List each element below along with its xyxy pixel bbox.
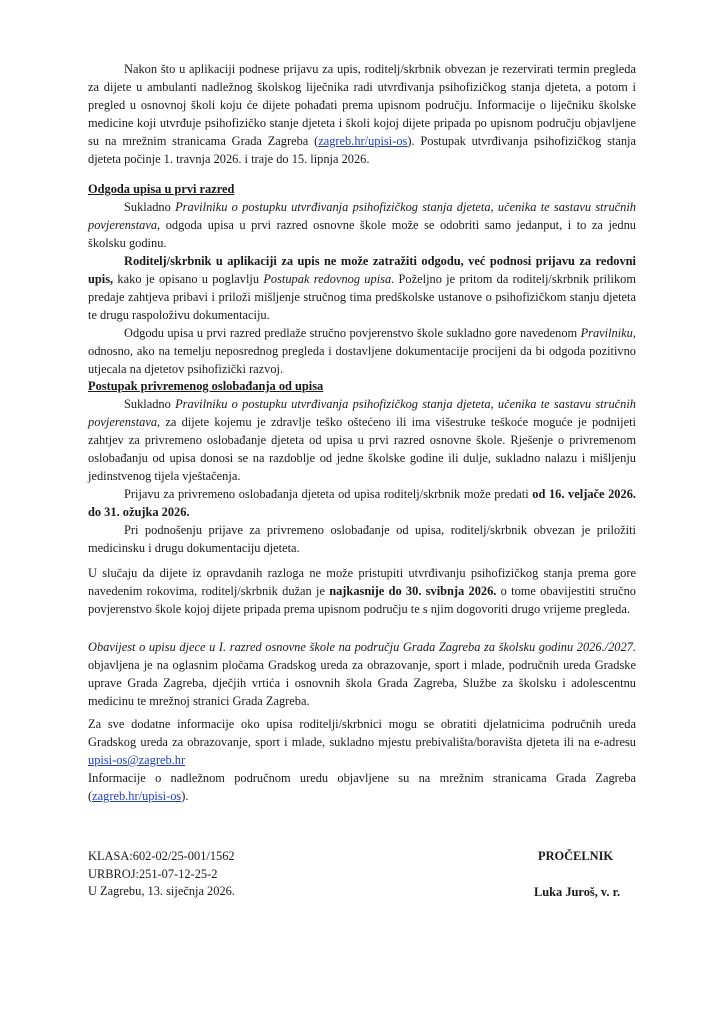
- oslobadanje-paragraph-1: [88, 395, 636, 485]
- odgoda-section: [88, 180, 636, 378]
- slucaj-paragraph: [88, 564, 636, 618]
- pravilnik-title: Pravilniku o postupku utvrđivanja psihofizičkog stanja djeteta, učenika te sastavu stručnih povjerenstava,: [88, 200, 636, 232]
- dodatno-paragraph: [88, 715, 636, 805]
- deadline-dates: od 16. veljače 2026. do 31. ožujka 2026.: [88, 487, 636, 519]
- text-run: objavljena je na oglasnim pločama Gradskog ureda za obrazovanje, sport i mlade, područnih ureda Gradske uprave Grada Zagreba, dječjih vrtića i osnovnih škola Grada Zagreba, Službe za školsku i adolescentnu medicinu te mrežnoj stranici Grada Zagreba.: [88, 658, 636, 708]
- urbroj-line: URBROJ:251-07-12-25-2: [88, 866, 218, 881]
- pravilnik-title: Pravilniku o postupku utvrđivanja psihofizičkog stanja djeteta, učenika te sastavu stručnih povjerenstava: [88, 397, 636, 429]
- oslobadanje-heading: Postupak privremenog oslobađanja od upisa: [88, 379, 324, 393]
- text-run: Odgodu upisa u prvi razred predlaže stručno povjerenstvo škole sukladno gore navedenom: [124, 326, 581, 340]
- document-reference-block: [88, 848, 388, 901]
- upisi-os-link[interactable]: zagreb.hr/upisi-os: [318, 134, 408, 148]
- text-run: o tome obavijestiti stručno povjerenstvo škole kojoj dijete pripada prema upisnom području te s njim dogovoriti drugo vrijeme pregleda.: [88, 584, 636, 616]
- bold-notice: Roditelj/skrbnik u aplikaciji za upis ne može zatražiti odgodu, već podnosi prijavu za redovni upis,: [88, 254, 636, 286]
- intro-paragraph: [88, 60, 636, 168]
- notice-title: Obavijest o upisu djece u I. razred osnovne škole na području Grada Zagreba za školsku godinu 2026./2027.: [88, 640, 636, 654]
- text-run: ).: [181, 789, 189, 803]
- odgoda-paragraph-3: [88, 324, 636, 378]
- text-run: Informacije o nadležnom područnom uredu objavljene su na mrežnim stranicama Grada Zagreba (: [88, 771, 636, 803]
- text-run: Sukladno: [124, 397, 176, 411]
- slucaj-text: [88, 564, 636, 618]
- text-run: , za dijete kojemu je zdravlje teško oštećeno ili ima višestruke teškoće moguće je podnijeti zahtjev za privremeno oslobađanje djeteta od upisa u prvi razred osnovne škole. Rješenje o privremenom oslobađanju od upisa donosi se na razdoblje od jedne školske godine ili dulje, sukladno nalazu i mišljenju jedinstvenog tijela vještačenja.: [88, 415, 636, 483]
- odgoda-paragraph-2: [88, 252, 636, 324]
- signatory-name: Luka Juroš, v. r.: [534, 884, 621, 899]
- oslobadanje-section: [88, 377, 636, 557]
- obavijest-paragraph: [88, 638, 636, 710]
- oslobadanje-paragraph-3: Pri podnošenju prijave za privremeno oslobađanje od upisa, roditelj/skrbnik obvezan je priložiti medicinsku i drugu dokumentaciju djeteta.: [88, 523, 636, 555]
- text-run: Prijavu za privremeno oslobađanja djeteta od upisa roditelj/skrbnik može predati: [124, 487, 533, 501]
- text-run: kako je opisano u poglavlju: [113, 272, 264, 286]
- intro-text: [88, 60, 636, 168]
- text-run: U slučaju da dijete iz opravdanih razloga ne može pristupiti utvrđivanju psihofizičkog stanja prema gore navedenim rokovima, roditelj/skrbnik dužan je: [88, 566, 636, 598]
- signatory-title: PROČELNIK: [538, 849, 614, 863]
- klasa-line: KLASA:602-02/25-001/1562: [88, 849, 235, 863]
- deadline-date: najkasnije do 30. svibnja 2026.: [329, 584, 497, 598]
- chapter-reference: Postupak redovnog upisa: [263, 272, 392, 286]
- obavijest-text: [88, 638, 636, 710]
- text-run: Za sve dodatne informacije oko upisa roditelji/skrbnici mogu se obratiti djelatnicima područnih ureda Gradskog ureda za obrazovanje, sport i mlade, sukladno mjestu prebivališta/boravišta djeteta ili na e-adresu: [88, 717, 636, 749]
- email-link[interactable]: upisi-os@zagreb.hr: [88, 753, 186, 767]
- text-run: , odnosno, ako na temelju neposrednog pregleda i dostavljene dokumentacije procijeni da bi odgoda pozitivno utjecala na djetetov psihofizički razvoj.: [88, 326, 636, 376]
- text-run: odgoda upisa u prvi razred osnovne škole može se odobriti samo jedanput, i to za jednu školsku godinu.: [88, 218, 636, 250]
- dodatno-text: [88, 715, 636, 769]
- odgoda-heading: Odgoda upisa u prvi razred: [88, 182, 235, 196]
- intro-text-part: Nakon što u aplikaciji podnese prijavu za upis, roditelj/skrbnik obvezan je rezervirati termin pregleda za dijete u ambulanti nadležnog školskog liječnika radi utvrđivanja psihofizičkog stanja djeteta, a potom i pregled u osnovnoj školi koju će dijete pohađati prema upisnom području. Informacije o liječniku školske medicine koji utvrđuje psihofizičko stanje djeteta i školi kojoj dijete pripada po upisnom području objavljene su na mrežnim stranicama Grada Zagreba (: [88, 62, 636, 148]
- dodatno-text-2: [88, 769, 636, 805]
- odgoda-paragraph-1: [88, 198, 636, 252]
- oslobadanje-paragraph-2: [88, 485, 636, 521]
- signature-block: [500, 848, 660, 901]
- text-run: Sukladno: [124, 200, 176, 214]
- upisi-os-link-2[interactable]: zagreb.hr/upisi-os: [92, 789, 182, 803]
- place-date-line: U Zagrebu, 13. siječnja 2026.: [88, 884, 235, 898]
- pravilnik-reference: Pravilniku: [580, 326, 633, 340]
- text-run: . Poželjno je pritom da roditelj/skrbnik prilikom predaje zahtjeva pribavi i priloži mišljenje stručnog tima predškolske ustanove o psihofizičkom stanju djeteta te drugu raspoloživu dokumentaciju.: [88, 272, 636, 322]
- intro-text-part: ). Postupak utvrđivanja psihofizičkog stanja djeteta počinje 1. travnja 2026. i traje do 15. lipnja 2026.: [88, 134, 636, 166]
